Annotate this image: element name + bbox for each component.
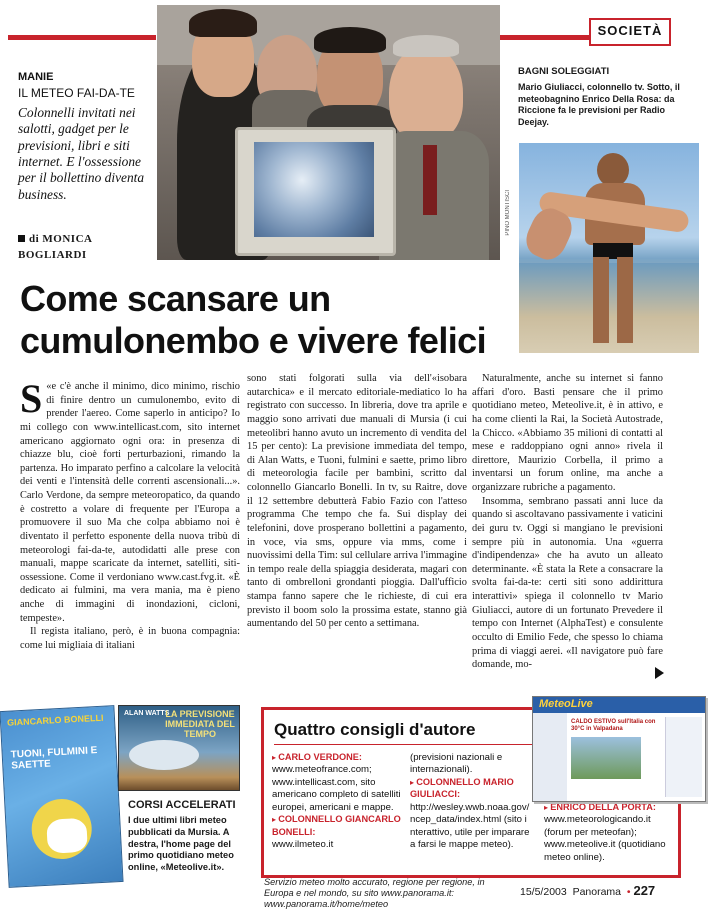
books-kicker: CORSI ACCELERATI: [128, 799, 236, 811]
photo-credit: PINO MONTISCI: [505, 190, 511, 236]
computer-monitor: [235, 127, 396, 256]
tip-item: ▸ COLONNELLO MARIO GIULIACCI: http://wesley.wwb.noaa.gov/ncep_data/index.html (sito interattivo, utile per imparare a farsi le mappe meteo).: [410, 776, 530, 851]
main-photo: [157, 5, 500, 260]
book2-title: LA PREVISIONE IMMEDIATA DEL TEMPO: [165, 709, 235, 739]
paragraph: [20, 376, 240, 625]
tip-item: ▸ CARLO VERDONE: www.meteofrance.com; www.intellicast.com, sito americano completo di satelliti europei, americani e mappe.: [272, 752, 401, 813]
arrow-icon: ▸: [544, 803, 551, 812]
tips-column-1: [272, 752, 404, 852]
paragraph: Insomma, sembrano passati anni luce da quando si ascoltavano passivamente i vaticini dei guru tv. Oggi si mangiano le previsioni sempre più in autonomia. Una «guerra d'indipendenza» che ha avuto un alleato determinante. «È stata la Rete a consacrare la svolta fai-da-te: certi siti sono addirittura interattivi» spiega il colonnello tv Mario Giuliacci, autore di un fortunato Prevedere il tempo con Internet (AlphaTest) e consulente occulto di Emilio Fede, che spesso lo chiama prima di viaggi aerei. «Il navigatore può fare domande, mo-: [472, 495, 663, 671]
open-quote: «: [46, 381, 52, 392]
byline: [18, 232, 158, 264]
paragraph: Naturalmente, anche su internet si fanno affari d'oro. Basti pensare che il primo quotidiano meteo, Meteolive.it, è in attivo, e ha come clienti la Rai, la Società Autostrade, la Chicco. «Abbiamo 35 milioni di contatti al mese e raddoppiano ogni anno» rivela il direttore, Maurizio Corbella, il primo a inventarsi un forum online, ma anche a organizzare rubriche a pagamento.: [472, 373, 663, 493]
header-rule-right: [500, 35, 589, 40]
subkicker: IL METEO FAI-DA-TE: [18, 86, 135, 100]
page-number: 227: [633, 883, 656, 898]
tips-column-3: [544, 802, 674, 864]
tip-item: ▸ COLONNELLO GIANCARLO BONELLI: www.ilmeteo.it: [272, 814, 401, 851]
satellite-map: [254, 142, 374, 237]
beach-photo: [519, 143, 699, 353]
tip-item: ▸ ENRICO DELLA PORTA: www.meteorologicando.it (forum per meteofan); www.meteolive.it (quotidiano meteo online).: [544, 802, 666, 863]
dropcap: S: [20, 376, 43, 421]
article-column-1: [20, 376, 240, 653]
header-rule-left: [8, 35, 156, 40]
person-4: [389, 45, 463, 141]
article-column-2: [247, 372, 467, 631]
lifeguard-figure: [597, 153, 629, 187]
article-column-3: [472, 372, 663, 672]
tips-box-title: Quattro consigli d'autore: [274, 720, 476, 739]
byline-prefix: di MONICA: [29, 233, 93, 245]
kicker: MANIE: [18, 71, 54, 83]
headline: [20, 278, 500, 362]
paragraph-text: e c'è anche il minimo, dico minimo, rischio di finire dentro un cumulonembo, evito di prender l'aereo. Come saperlo in anticipo? Io mi collego con www.intellicast.com, sito internet americano aggiornato ogni ora: in presenza di chiazze blu, cioè forti perturbazioni, rimando la partenza. Ho imparato perfino a calcolare la velocità dei venti e l'intensità delle correnti ascensionali...». Carlo Verdone, da sempre meteoropatico, da quando è costretto a volare di frequente per l'Europa a promuovere il suo Ma che colpa abbiamo noi è diventato il perfetto esponente della nuova tribù di meteorologi fai-da-te, autodidatti alle prese con manuali, mappe scaricate da internet, satelliti, siti-ossessione. Come il verdoniano www.cast.fvg.it. «È dedicato ai fulmini, ma vera mania, ma è pieno anche di immagini di inondazioni, cicloni, tempeste».: [20, 381, 240, 624]
tips-column-2: [410, 752, 530, 852]
paragraph: sono stati folgorati sulla via dell'«isobara autarchica» e il mercato editoriale-mediatico lo ha registrato con successo. In libreria, dove tra aprile e maggio sono arrivati due manuali di Mursia (i cui meteolibri hanno avuto un incremento di vendita del 15 per cento): La previsione immediata del tempo, di Alan Watts, e Tuoni, fulmini e saette, primo libro di meteorologia facile per bambini, scritto dal colonnello Giancarlo Bonelli. In tv, su Raitre, dove il 12 settembre debutterà Fabio Fazio con l'atteso programma Che tempo che fa. Sui display dei telefonini, dove prosperano bollettini a pagamento, in voce, via sms, oppure via mms, come i nuovissimi della Tim: sul cellulare arriva l'immagine in tempo reale della spiaggia desiderata, magari con tanto di ombrelloni grondanti pioggia. Dall'ufficio stampa fanno sapere che le richieste, di cui era previsto il boom solo la prossima estate, stanno già aumentando del 50 per cento a settimana.: [247, 373, 467, 630]
headline-line-2: cumulonembo e vivere felici: [20, 319, 486, 361]
caption-text: Mario Giuliacci, colonnello tv. Sotto, il meteobagnino Enrico Della Rosa: da Riccione fa le previsioni per Radio Deejay.: [518, 82, 680, 128]
dek: Colonnelli invitati nei salotti, gadget per le previsioni, libri e siti internet. E l'ossessione per il bollettino diventa business.: [18, 105, 145, 202]
paragraph: Il regista italiano, però, è in buona compagnia: come lui migliaia di italiani: [20, 626, 240, 651]
book1-title: TUONI, FULMINI E SAETTE: [10, 745, 98, 772]
page-folio: [520, 883, 655, 898]
arrow-icon: ▸: [272, 753, 279, 762]
footer-caption: Servizio meteo molto accurato, regione per regione, in Europa e nel mondo, su sito www.panorama.it: www.panorama.it/home/meteo: [264, 877, 485, 909]
headline-line-1: Come scansare un: [20, 278, 331, 319]
books-caption: I due ultimi libri meteo pubblicati da Mursia. A destra, l'home page del primo quotidiano meteo online, «Meteolive.it».: [128, 815, 234, 873]
arrow-icon: ▸: [272, 815, 279, 825]
continue-arrow-icon: [655, 667, 664, 679]
book2-author: ALAN WATTS: [124, 710, 170, 717]
section-label: SOCIETÀ: [589, 18, 671, 46]
caption-kicker: BAGNI SOLEGGIATI: [518, 66, 610, 77]
book1-author: GIANCARLO BONELLI: [6, 712, 104, 728]
website-headline: CALDO ESTIVO sull'Italia con 30°C in Valpadana: [571, 719, 656, 733]
meteolive-logo: MeteoLive: [539, 698, 593, 710]
book-cover-previsione: [118, 705, 240, 791]
book-cover-tuoni: [0, 705, 124, 888]
byline-name: BOGLIARDI: [18, 248, 87, 261]
bullet-square: [18, 235, 25, 242]
arrow-icon: ▸: [410, 777, 417, 787]
folio-bullet: •: [626, 886, 631, 898]
issue-date: 15/5/2003: [520, 886, 567, 898]
tip-continuation: (previsioni nazionali e internazionali).: [410, 752, 503, 776]
meteolive-homepage: [532, 696, 706, 802]
magazine-name: Panorama: [572, 886, 622, 898]
